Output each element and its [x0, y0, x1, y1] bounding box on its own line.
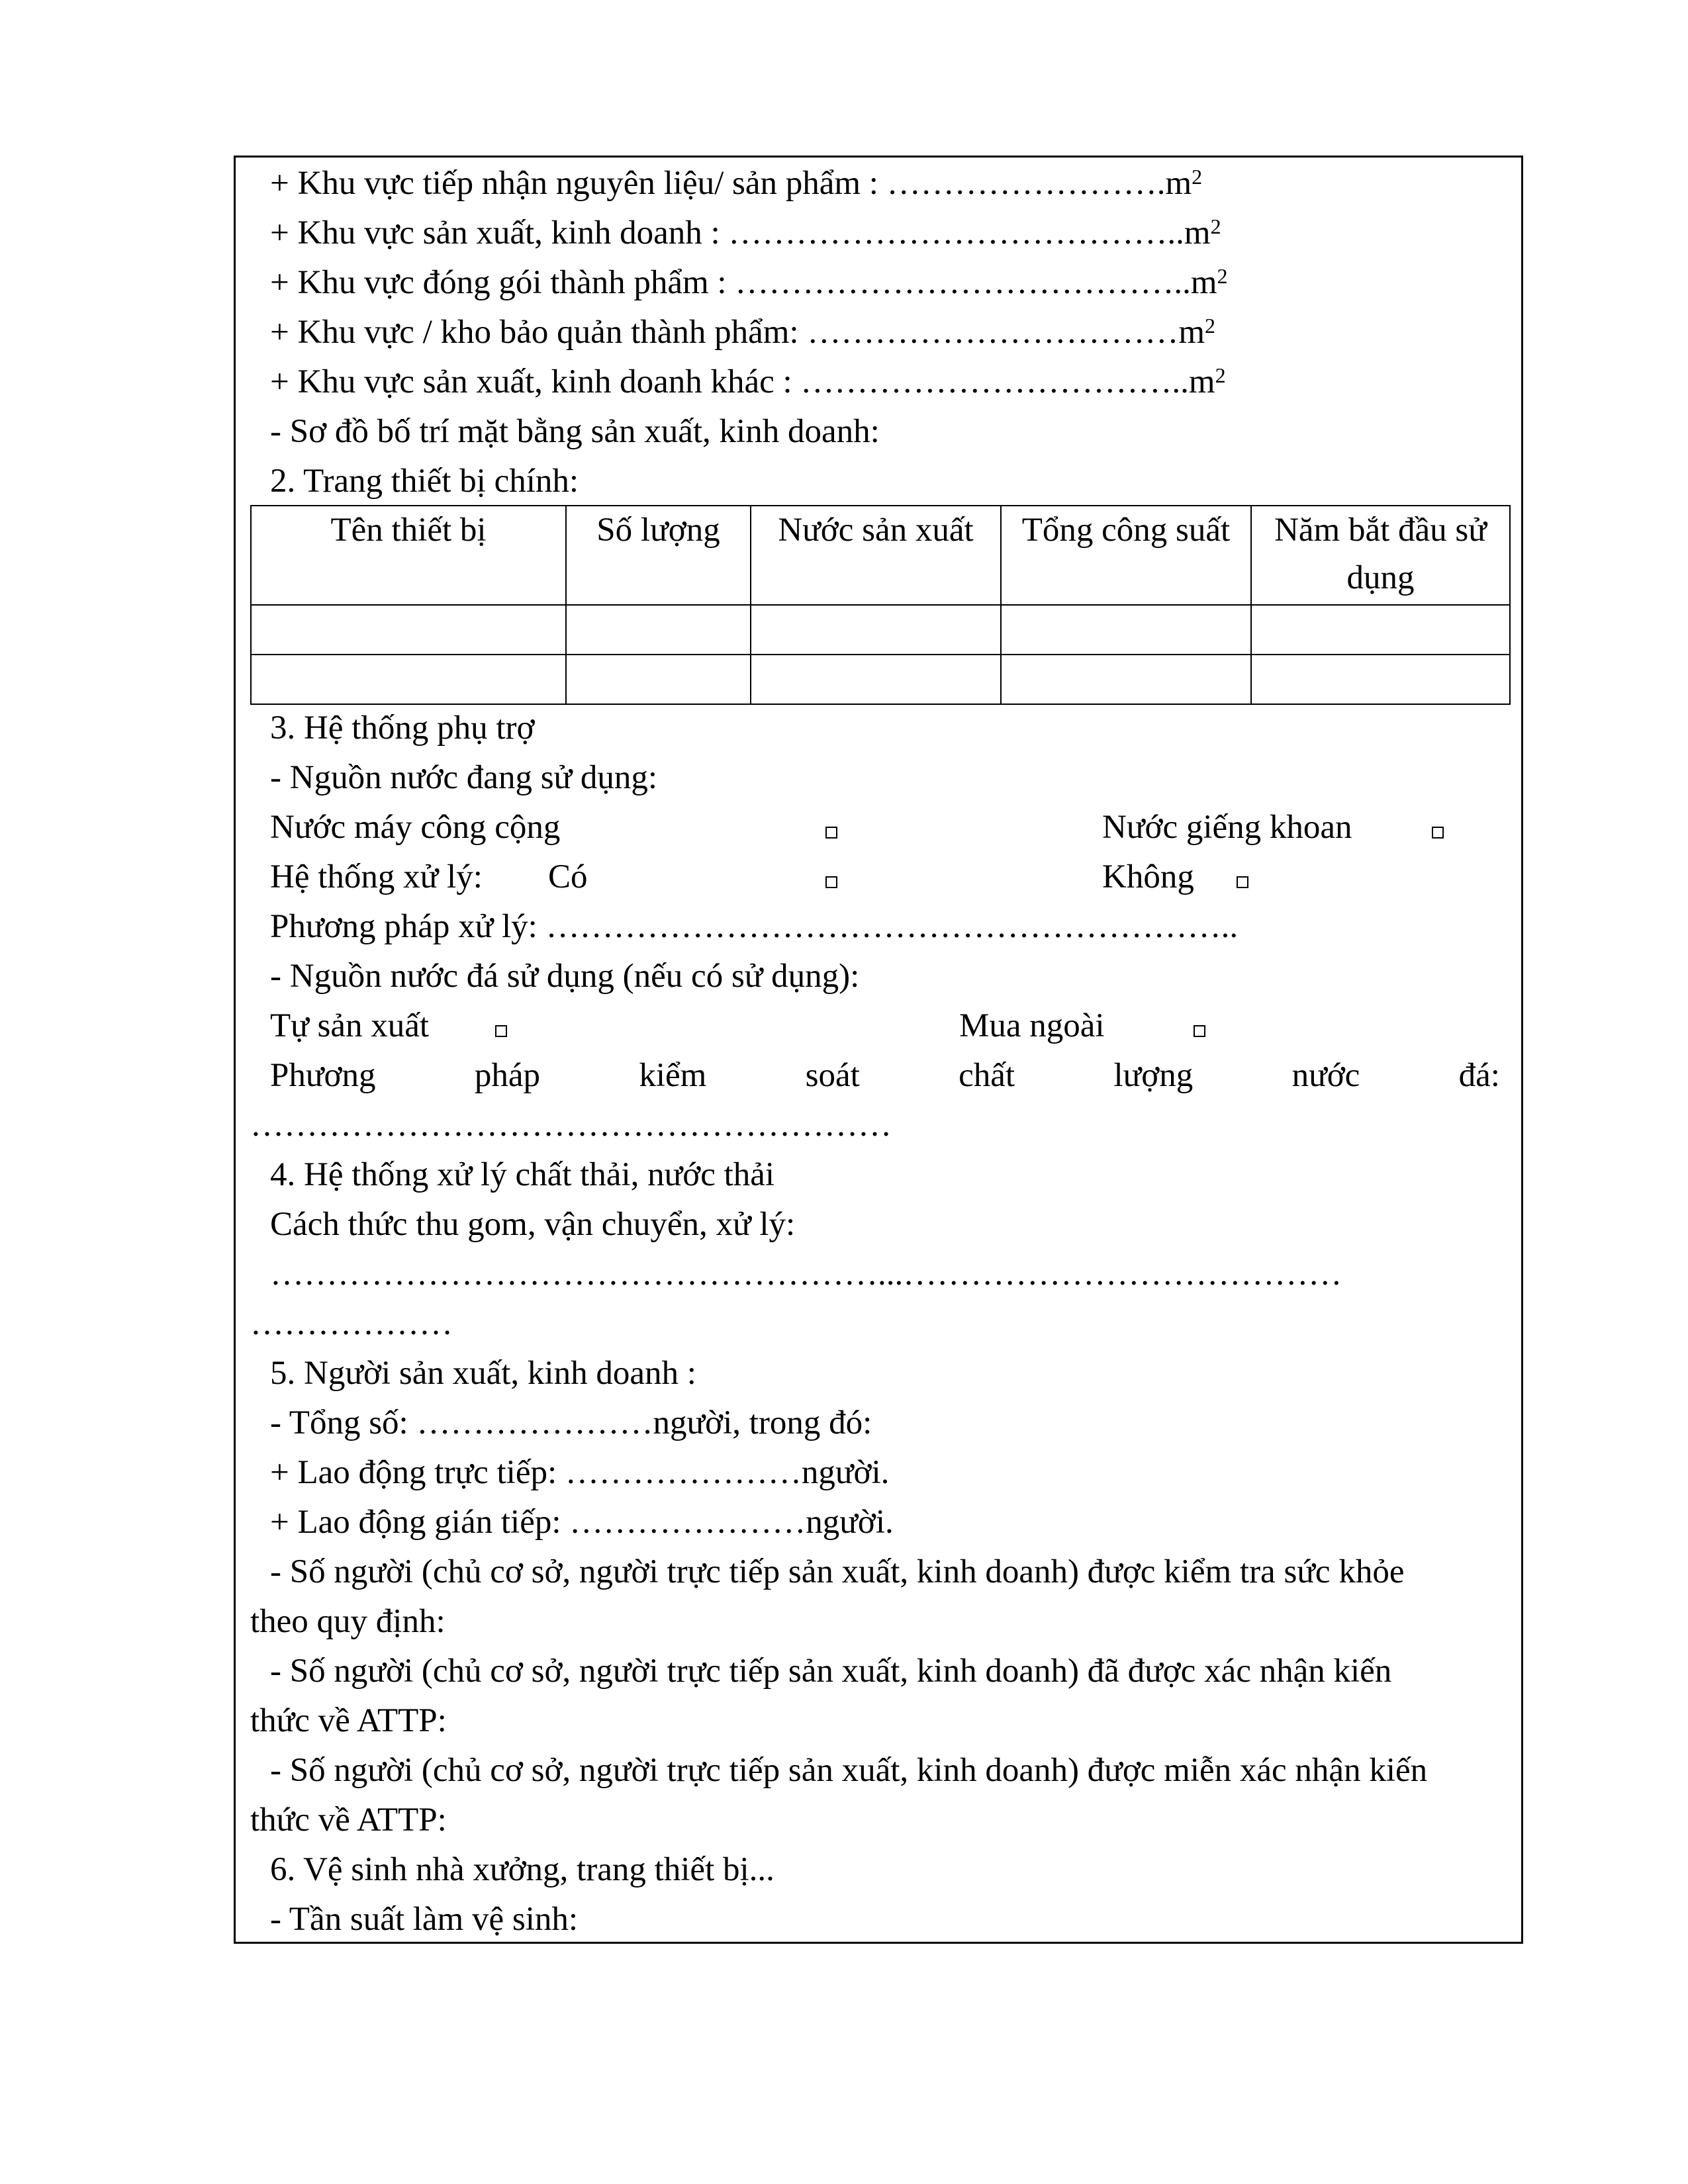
purchased-label: Mua ngoài — [959, 1007, 1105, 1044]
self-produced-checkbox[interactable] — [495, 1025, 507, 1037]
area-reception-text: + Khu vực tiếp nhận nguyên liệu/ sản phẩm : …………………….m — [270, 165, 1192, 202]
well-water-label: Nước giếng khoan — [1102, 809, 1352, 846]
treatment-no-label: Không — [1102, 858, 1194, 895]
ice-quality-word: Phương — [270, 1057, 376, 1094]
area-packaging-line — [270, 263, 1228, 302]
table-cell[interactable] — [1001, 605, 1251, 655]
area-reception-line — [270, 163, 1202, 203]
table-row — [251, 655, 1510, 704]
col-country: Nước sản xuất — [751, 506, 1001, 605]
area-other-line — [270, 362, 1226, 402]
unit-superscript: 2 — [1215, 363, 1226, 387]
certified-line-1: - Số người (chủ cơ sở, người trực tiếp sản xuất, kinh doanh) đã được xác nhận kiến — [270, 1653, 1392, 1690]
unit-superscript: 2 — [1192, 165, 1203, 189]
unit-superscript: 2 — [1210, 214, 1221, 238]
equipment-header-row — [251, 506, 1510, 605]
ice-quality-word: lượng — [1113, 1057, 1194, 1094]
treatment-system-label: Hệ thống xử lý: — [270, 858, 483, 895]
well-water-checkbox[interactable] — [1432, 827, 1444, 839]
table-cell[interactable] — [566, 655, 751, 704]
col-start-year: Năm bắt đầu sử dụng — [1251, 506, 1510, 605]
public-water-checkbox[interactable] — [825, 827, 837, 839]
self-produced-label: Tự sản xuất — [270, 1007, 430, 1044]
exempt-line-2: thức về ATTP: — [250, 1801, 447, 1839]
area-production-text: + Khu vực sản xuất, kinh doanh : …………………………………..m — [270, 214, 1211, 251]
table-cell[interactable] — [566, 605, 751, 655]
col-total-capacity: Tổng công suất — [1001, 506, 1251, 605]
equipment-table — [250, 505, 1511, 705]
ice-quality-word: chất — [959, 1057, 1015, 1094]
ice-quality-word: kiểm — [639, 1057, 707, 1094]
area-storage-text: + Khu vực / kho bảo quản thành phẩm: ……………………………m — [270, 314, 1205, 351]
table-cell[interactable] — [251, 605, 566, 655]
table-cell[interactable] — [251, 655, 566, 704]
unit-superscript: 2 — [1217, 264, 1228, 288]
hygiene-frequency: - Tần suất làm vệ sinh: — [270, 1901, 579, 1938]
purchased-checkbox[interactable] — [1194, 1025, 1205, 1037]
treatment-yes-checkbox[interactable] — [825, 876, 837, 888]
table-cell[interactable] — [1251, 655, 1510, 704]
ice-source-label: - Nguồn nước đá sử dụng (nếu có sử dụng): — [270, 958, 860, 995]
unit-superscript: 2 — [1205, 314, 1216, 338]
workers-indirect: + Lao động gián tiếp: …………………người. — [270, 1504, 894, 1541]
workers-total: - Tổng số: …………………người, trong đó: — [270, 1404, 872, 1441]
area-storage-line — [270, 312, 1215, 352]
ice-quality-line — [270, 1056, 1500, 1095]
ice-quality-word: soát — [805, 1057, 860, 1094]
workers-direct: + Lao động trực tiếp: …………………người. — [270, 1454, 890, 1491]
waste-heading: 4. Hệ thống xử lý chất thải, nước thải — [270, 1156, 775, 1193]
exempt-line-1: - Số người (chủ cơ sở, người trực tiếp sản xuất, kinh doanh) được miễn xác nhận kiến — [270, 1752, 1428, 1789]
health-check-line-2: theo quy định: — [250, 1603, 445, 1640]
health-check-line-1: - Số người (chủ cơ sở, người trực tiếp sản xuất, kinh doanh) được kiểm tra sức khỏe — [270, 1553, 1405, 1590]
col-quantity: Số lượng — [566, 506, 751, 605]
water-source-label: - Nguồn nước đang sử dụng: — [270, 759, 658, 796]
workers-heading: 5. Người sản xuất, kinh doanh : — [270, 1355, 696, 1392]
waste-method-label: Cách thức thu gom, vận chuyển, xử lý: — [270, 1206, 796, 1243]
layout-plan-label: - Sơ đồ bố trí mặt bằng sản xuất, kinh doanh: — [270, 413, 880, 450]
treatment-method-line: Phương pháp xử lý: …………………………………………………….. — [270, 908, 1239, 945]
treatment-yes-label: Có — [548, 858, 588, 895]
table-cell[interactable] — [751, 655, 1001, 704]
table-row — [251, 605, 1510, 655]
public-water-label: Nước máy công cộng — [270, 809, 561, 846]
ice-quality-word: pháp — [474, 1057, 540, 1094]
equipment-heading: 2. Trang thiết bị chính: — [270, 463, 579, 500]
ice-quality-word: đá: — [1458, 1057, 1500, 1094]
certified-line-2: thức về ATTP: — [250, 1702, 447, 1739]
table-cell[interactable] — [1251, 605, 1510, 655]
area-other-text: + Khu vực sản xuất, kinh doanh khác : ……………………………..m — [270, 363, 1215, 400]
ice-quality-dots: ………………………………………………… — [250, 1107, 892, 1144]
hygiene-heading: 6. Vệ sinh nhà xưởng, trang thiết bị... — [270, 1851, 774, 1888]
table-cell[interactable] — [751, 605, 1001, 655]
col-equipment-name: Tên thiết bị — [251, 506, 566, 605]
area-packaging-text: + Khu vực đóng gói thành phẩm : …………………………………..m — [270, 264, 1217, 301]
support-heading: 3. Hệ thống phụ trợ — [270, 709, 535, 747]
waste-dots-line-2: ……………… — [250, 1305, 453, 1342]
ice-quality-word: nước — [1291, 1057, 1360, 1094]
table-cell[interactable] — [1001, 655, 1251, 704]
treatment-no-checkbox[interactable] — [1237, 876, 1248, 888]
area-production-line — [270, 213, 1221, 253]
waste-dots-line-1: ………………………………………………...………………………………… — [270, 1255, 1342, 1293]
